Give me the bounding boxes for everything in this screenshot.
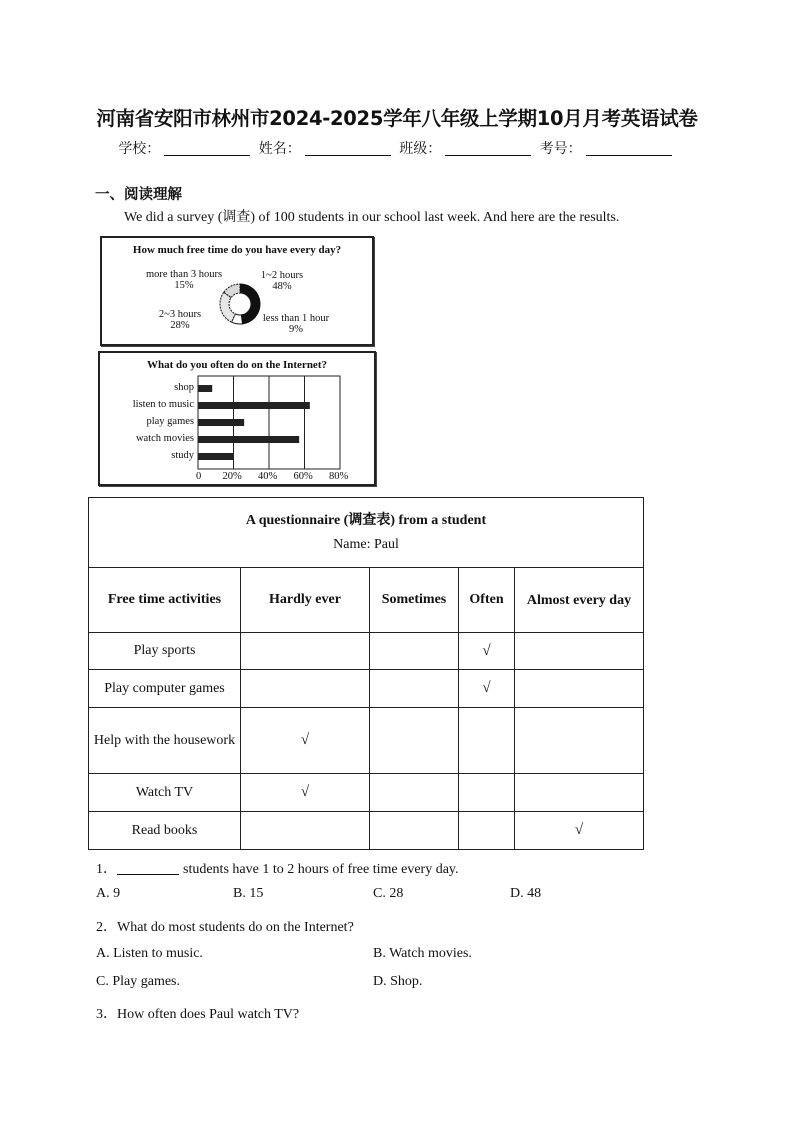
option-c[interactable]: C. Play games. xyxy=(96,974,180,989)
slice-name: less than 1 hour xyxy=(262,313,330,324)
option-b[interactable]: B. 15 xyxy=(233,886,264,901)
bar xyxy=(198,402,310,409)
questionnaire-table xyxy=(88,497,644,850)
questionnaire-title: A questionnaire (调查表) from a student xyxy=(245,512,487,528)
slice-label-1-2 xyxy=(252,270,312,292)
col-header-almost-every-day: Almost every day xyxy=(515,568,644,633)
option-a[interactable]: A. Listen to music. xyxy=(96,946,203,961)
questionnaire-header-cell xyxy=(89,498,644,568)
activity-cell: Help with the housework xyxy=(89,708,241,774)
table-row xyxy=(89,633,644,670)
exam-number-blank[interactable] xyxy=(586,141,672,156)
mark-cell xyxy=(370,774,459,812)
slice-value: 28% xyxy=(170,320,190,331)
chart-title: What do you often do on the Internet? xyxy=(147,359,327,371)
bar xyxy=(198,385,212,392)
mark-cell: √ xyxy=(515,812,644,850)
activity-cell: Read books xyxy=(89,812,241,850)
table-row xyxy=(89,812,644,850)
question-3 xyxy=(96,1003,299,1023)
category-label: study xyxy=(171,450,194,461)
mark-cell xyxy=(515,774,644,812)
activity-cell: Watch TV xyxy=(89,774,241,812)
question-number: 3． xyxy=(96,1007,117,1022)
answer-blank[interactable] xyxy=(117,862,179,875)
question-text: What do most students do on the Internet? xyxy=(117,920,354,935)
col-header-often: Often xyxy=(459,568,515,633)
tick-label: 0 xyxy=(196,471,202,482)
activity-cell: Play computer games xyxy=(89,670,241,708)
bar xyxy=(198,453,234,460)
name-blank[interactable] xyxy=(305,141,391,156)
school-label: 学校： xyxy=(118,141,161,157)
category-label: shop xyxy=(174,382,194,393)
mark-cell xyxy=(241,670,370,708)
tick-label: 80% xyxy=(329,471,349,482)
chart-title: How much free time do you have every day? xyxy=(132,244,342,256)
class-blank[interactable] xyxy=(445,141,531,156)
question-number: 2． xyxy=(96,920,117,935)
slice-name: 2~3 hours xyxy=(158,309,202,320)
mark-cell xyxy=(370,708,459,774)
slice-name: 1~2 hours xyxy=(260,270,304,281)
question-1 xyxy=(96,858,459,878)
passage-intro: We did a survey (调查) of 100 students in our school last week. And here are the results. xyxy=(124,210,620,225)
school-blank[interactable] xyxy=(164,141,250,156)
mark-cell xyxy=(515,633,644,670)
table-row xyxy=(89,708,644,774)
mark-cell xyxy=(459,708,515,774)
name-label: 姓名： xyxy=(258,141,301,157)
slice-value: 15% xyxy=(174,280,194,291)
question-2 xyxy=(96,916,354,936)
category-label: listen to music xyxy=(132,399,194,410)
free-time-donut-chart xyxy=(100,236,374,346)
mark-cell xyxy=(370,633,459,670)
mark-cell xyxy=(515,670,644,708)
exam-number-label: 考号： xyxy=(539,141,582,157)
category-label: watch movies xyxy=(135,433,194,444)
question-number: 1． xyxy=(96,862,117,877)
col-header-activity: Free time activities xyxy=(89,568,241,633)
student-name: Name: Paul xyxy=(333,536,399,552)
section-heading: 一、阅读理解 xyxy=(95,187,182,203)
mark-cell xyxy=(370,812,459,850)
tick-label: 60% xyxy=(293,471,313,482)
option-d[interactable]: D. 48 xyxy=(510,886,542,901)
option-d[interactable]: D. Shop. xyxy=(373,974,423,989)
class-label: 班级： xyxy=(399,141,442,157)
mark-cell xyxy=(459,812,515,850)
tick-label: 40% xyxy=(258,471,278,482)
mark-cell xyxy=(370,670,459,708)
category-label: play games xyxy=(146,416,194,427)
mark-cell xyxy=(515,708,644,774)
bar xyxy=(198,436,299,443)
slice-label-2-3 xyxy=(150,309,210,331)
col-header-sometimes: Sometimes xyxy=(370,568,459,633)
donut-slice xyxy=(220,292,235,322)
slice-label-more-than-3 xyxy=(138,269,230,291)
option-a[interactable]: A. 9 xyxy=(96,886,121,901)
mark-cell: √ xyxy=(241,774,370,812)
question-text: students have 1 to 2 hours of free time every day. xyxy=(183,862,459,877)
internet-activity-bar-chart xyxy=(98,351,376,486)
option-b[interactable]: B. Watch movies. xyxy=(373,946,472,961)
mark-cell xyxy=(241,633,370,670)
tick-label: 20% xyxy=(222,471,242,482)
table-row xyxy=(89,670,644,708)
student-info-line xyxy=(0,138,794,158)
slice-value: 48% xyxy=(272,281,292,292)
question-text: How often does Paul watch TV? xyxy=(117,1007,300,1022)
slice-label-less-than-1 xyxy=(256,313,336,335)
mark-cell xyxy=(459,774,515,812)
mark-cell: √ xyxy=(459,633,515,670)
slice-name: more than 3 hours xyxy=(145,269,223,280)
mark-cell xyxy=(241,812,370,850)
mark-cell: √ xyxy=(459,670,515,708)
slice-value: 9% xyxy=(289,324,303,335)
page-title: 河南省安阳市林州市2024-2025学年八年级上学期10月月考英语试卷 xyxy=(96,107,698,130)
mark-cell: √ xyxy=(241,708,370,774)
activity-cell: Play sports xyxy=(89,633,241,670)
col-header-hardly-ever: Hardly ever xyxy=(241,568,370,633)
table-row xyxy=(89,774,644,812)
bar xyxy=(198,419,244,426)
option-c[interactable]: C. 28 xyxy=(373,886,404,901)
